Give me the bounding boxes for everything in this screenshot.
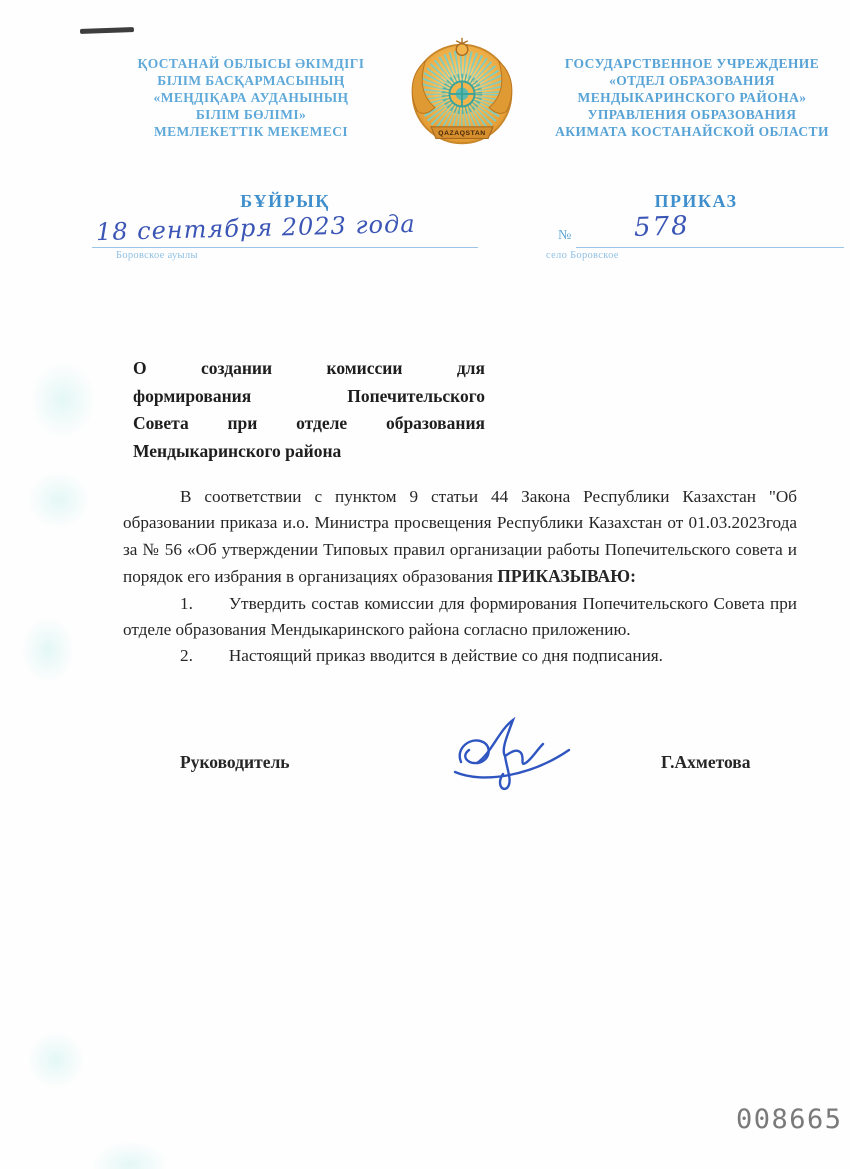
item-number: 2.: [180, 646, 193, 666]
org-line: «ОТДЕЛ ОБРАЗОВАНИЯ: [609, 73, 775, 88]
org-line: МЕМЛЕКЕТТІК МЕКЕМЕСІ: [153, 124, 349, 139]
order-body: [123, 484, 797, 670]
kazakhstan-coat-of-arms-icon: [404, 34, 520, 152]
subject-line: Совета при отделе образования: [133, 413, 485, 433]
directive-word: ПРИКАЗЫВАЮ:: [497, 566, 636, 587]
handwritten-number: 578: [633, 211, 691, 243]
place-label-kazakh: Боровское ауылы: [116, 250, 198, 261]
scan-stain: [28, 360, 98, 440]
org-line: УПРАВЛЕНИЯ ОБРАЗОВАНИЯ: [587, 107, 797, 122]
scan-stain: [90, 1140, 170, 1169]
org-line: ҚОСТАНАЙ ОБЛЫСЫ ӘКІМДІГІ: [137, 56, 365, 71]
org-line: БІЛІМ БАСҚАРМАСЫНЫҢ: [157, 73, 345, 88]
order-title-kazakh: БҰЙРЫҚ: [240, 191, 330, 211]
org-name-kazakh: [106, 55, 396, 140]
number-underline: [576, 212, 844, 248]
order-title-russian: ПРИКАЗ: [654, 191, 738, 211]
date-underline: [92, 209, 478, 248]
org-name-russian: [538, 55, 846, 140]
item-number: 1.: [180, 593, 193, 613]
emblem-banner-text: QAZAQSTAN: [438, 130, 486, 138]
subject-line: формирования Попечительского: [133, 385, 485, 406]
handwritten-signature-icon: [447, 710, 583, 798]
signer-role: Руководитель: [180, 752, 290, 772]
org-line: «МЕҢДІҚАРА АУДАНЫНЫҢ: [153, 90, 349, 105]
order-item: [123, 643, 797, 669]
scan-stain: [26, 470, 92, 530]
scan-smudge-mark: [80, 27, 134, 34]
number-sign: №: [558, 228, 572, 243]
subject-line: О создании комиссии для: [133, 358, 485, 378]
item-text: Настоящий приказ вводится в действие со дня подписания.: [228, 646, 663, 666]
handwritten-date: 18 сентября 2023 года: [95, 209, 416, 247]
org-line: АКИМАТА КОСТАНАЙСКОЙ ОБЛАСТИ: [555, 124, 829, 139]
subject-line: Мендыкаринского района: [133, 440, 342, 461]
scan-stain: [26, 1030, 86, 1090]
org-line: МЕНДЫКАРИНСКОГО РАЙОНА»: [577, 90, 807, 105]
signer-name: Г.Ахметова: [661, 752, 751, 772]
org-line: ГОСУДАРСТВЕННОЕ УЧРЕЖДЕНИЕ: [564, 56, 820, 71]
scan-stain: [20, 615, 76, 685]
place-label-russian: село Боровское: [546, 250, 619, 261]
org-line: БІЛІМ БӨЛІМІ»: [195, 107, 307, 122]
item-text: Утвердить состав комиссии для формирования Попечительского Совета при отделе образования Мендыкаринского района согласно приложению.: [123, 593, 797, 640]
order-item: [123, 591, 797, 644]
intro-text: В соответствии с пунктом 9 статьи 44 Закона Республики Казахстан "Об образовании приказа и.о. Министра просвещения Республики Казахстан от 01.03.2023года за № 56 «Об утверждении Типовых правил организации работы Попечительского совета и порядок его избрания в организациях образования: [123, 487, 797, 587]
order-subject: [133, 355, 485, 465]
document-serial-number: 008665: [736, 1104, 843, 1135]
intro-paragraph: [123, 484, 797, 591]
